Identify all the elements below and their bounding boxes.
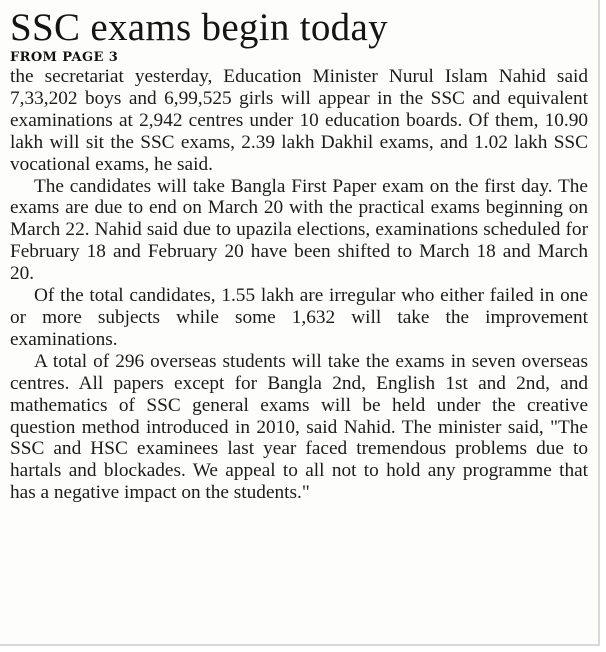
headline: SSC exams begin today (10, 6, 388, 49)
paragraph-1: the secretariat yesterday, Education Minister Nurul Islam Nahid said 7,33,202 boys and 6,99,525 girls will appear in the SSC and equivalent examinations at 2,942 centres under 10 education boards. Of them, 10.90 lakh will sit the SSC exams, 2.39 lakh Dakhil exams, and 1.02 lakh SSC vocational exams, he said. (10, 66, 588, 175)
article-body (8, 66, 590, 504)
jump-line: FROM PAGE 3 (10, 50, 119, 65)
paragraph-3: Of the total candidates, 1.55 lakh are irregular who either failed in one or more subjects while some 1,632 will take the improvement examinations. (10, 285, 588, 350)
paragraph-4: A total of 296 overseas students will take the exams in seven overseas centres. All papers except for Bangla 2nd, English 1st and 2nd, and mathematics of SSC general exams will be held under the creative question method introduced in 2010, said Nahid. The minister said, "The SSC and HSC examinees last year faced tremendous problems due to hartals and blockades. We appeal to all not to hold any programme that has a negative impact on the students." (10, 350, 588, 504)
paragraph-2: The candidates will take Bangla First Paper exam on the first day. The exams are due to end on March 20 with the practical exams beginning on March 22. Nahid said due to upazila elections, examinations scheduled for February 18 and February 20 have been shifted to March 18 and March 20. (10, 175, 588, 285)
